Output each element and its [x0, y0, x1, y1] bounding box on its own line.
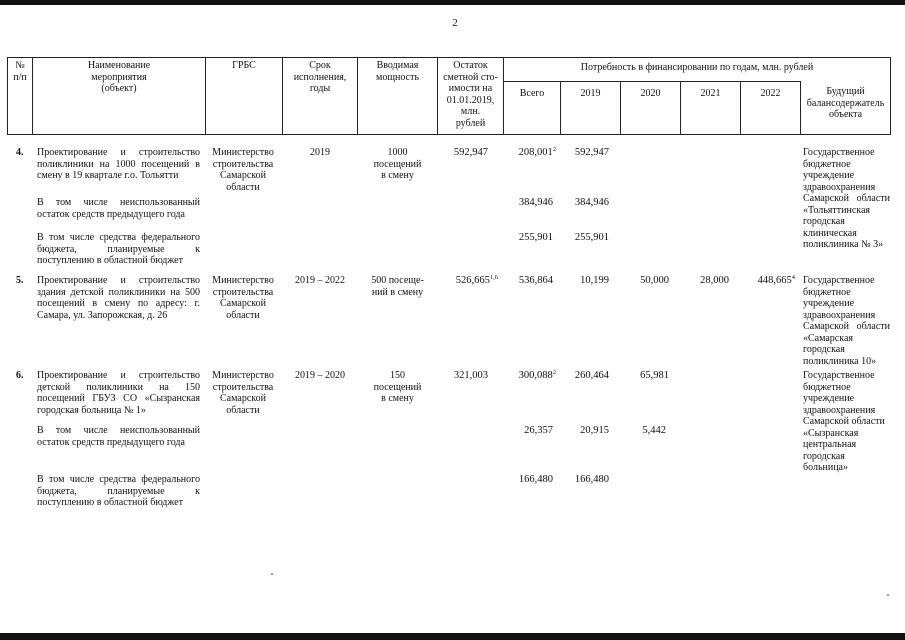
- scan-speck: [271, 573, 273, 575]
- page-number: 2: [452, 17, 458, 29]
- row-5-term: 2019 – 2022: [295, 275, 345, 286]
- row-4-name: Проектирование и строительство поликлиники на 1000 посещений в смену в 19 квартале г.о. Тольятти: [37, 147, 200, 181]
- header-2019: 2019: [580, 88, 601, 99]
- row-6-name: Проектирование и строительство детской поликлиники на 150 посещений ГБУЗ СО «Сызранская городская больница № 1»: [37, 370, 200, 416]
- header-total: Всего: [519, 88, 545, 99]
- row-4-capacity: 1000 посещений в смену: [373, 147, 422, 181]
- row-6-sub-1-total: 26,357: [524, 425, 553, 436]
- row-6-term: 2019 – 2020: [295, 370, 345, 381]
- row-4-sub-1-name: В том числе неиспользованный остаток средств предыдущего года: [37, 197, 200, 220]
- row-4-sub-2-total: 255,901: [518, 232, 553, 243]
- row-6-sub-1-name: В том числе неиспользованный остаток средств предыдущего года: [37, 425, 200, 448]
- row-4-total: 208,001$^2$: [518, 146, 556, 158]
- header-2020: 2020: [640, 88, 661, 99]
- top-border: [0, 0, 905, 5]
- header-balance-holder: Будущий балансодержатель объекта: [806, 86, 885, 120]
- bottom-border: [0, 633, 905, 640]
- header-balance: Остаток сметной сто- имости на 01.01.2019, млн. рублей: [443, 60, 498, 129]
- row-4-sub-1-2019: 384,946: [574, 197, 609, 208]
- header-term: Срок исполнения, годы: [293, 60, 347, 94]
- row-5-capacity: 500 посеще- ний в смену: [371, 275, 424, 298]
- row-5-number: 5.: [16, 275, 24, 286]
- header-bottom-rule: [7, 134, 891, 135]
- row-4-number: 4.: [16, 147, 24, 158]
- row-6-sub-2-total: 166,480: [518, 474, 553, 485]
- row-5-holder: Государственное бюджетное учреждение здравоохранения Самарской области «Самарская городская поликлиника 10»: [803, 275, 890, 367]
- row-6-grbs: Министерство строительства Самарской области: [212, 370, 274, 416]
- header-2022: 2022: [760, 88, 781, 99]
- header-2021: 2021: [700, 88, 721, 99]
- row-5-2021: 28,000: [700, 275, 729, 286]
- row-4-sub-2-name: В том числе средства федерального бюджета, планируемые к поступлению в областной бюджет: [37, 232, 200, 266]
- row-6-sub-1-2019: 20,915: [580, 425, 609, 436]
- row-4-sub-2-2019: 255,901: [574, 232, 609, 243]
- row-5-2019: 10,199: [580, 275, 609, 286]
- row-5-balance: 526,665$^{1,6}$: [455, 274, 498, 286]
- header-name: Наименование мероприятия (объект): [87, 60, 151, 94]
- row-5-2022: 448,665$^4$: [757, 274, 795, 286]
- row-6-sub-2-2019: 166,480: [574, 474, 609, 485]
- header-grbs: ГРБС: [232, 60, 256, 71]
- header-funding-need: Потребность в финансировании по годам, млн. рублей: [580, 62, 814, 73]
- row-4-holder: Государственное бюджетное учреждение здравоохранения Самарской области «Тольяттинская городская клиническая поликлиника № 3»: [803, 147, 890, 250]
- row-6-sub-1-2020: 5,442: [642, 425, 666, 436]
- row-4-2019: 592,947: [574, 147, 609, 158]
- scan-speck: [887, 594, 889, 596]
- subheader-rule: [503, 81, 800, 82]
- row-5-total: 536,864: [518, 275, 553, 286]
- row-6-2020: 65,981: [640, 370, 669, 381]
- row-5-2020: 50,000: [640, 275, 669, 286]
- row-6-sub-2-name: В том числе средства федерального бюджета, планируемые к поступлению в областной бюджет: [37, 474, 200, 508]
- row-4-term: 2019: [310, 147, 330, 158]
- row-5-name: Проектирование и строительство здания детской поликлиники на 500 посещений в смену по адресу: г. Самара, ул. Запорожская, д. 26: [37, 275, 200, 321]
- grid-v-right: [890, 57, 891, 134]
- row-4-balance: 592,947: [453, 147, 488, 158]
- row-6-capacity: 150 посещений в смену: [373, 370, 422, 404]
- row-6-holder: Государственное бюджетное учреждение здравоохранения Самарской области «Сызранская центральная городская больница»: [803, 370, 885, 473]
- row-5-grbs: Министерство строительства Самарской области: [212, 275, 274, 321]
- table-top-rule: [7, 57, 891, 58]
- row-6-balance: 321,003: [453, 370, 488, 381]
- row-4-grbs: Министерство строительства Самарской области: [212, 147, 274, 193]
- header-capacity: Вводимая мощность: [376, 60, 419, 83]
- header-number: № п/п: [13, 60, 27, 83]
- row-6-number: 6.: [16, 370, 24, 381]
- row-6-2019: 260,464: [574, 370, 609, 381]
- row-4-sub-1-total: 384,946: [518, 197, 553, 208]
- row-6-total: 300,088$^2$: [518, 369, 556, 381]
